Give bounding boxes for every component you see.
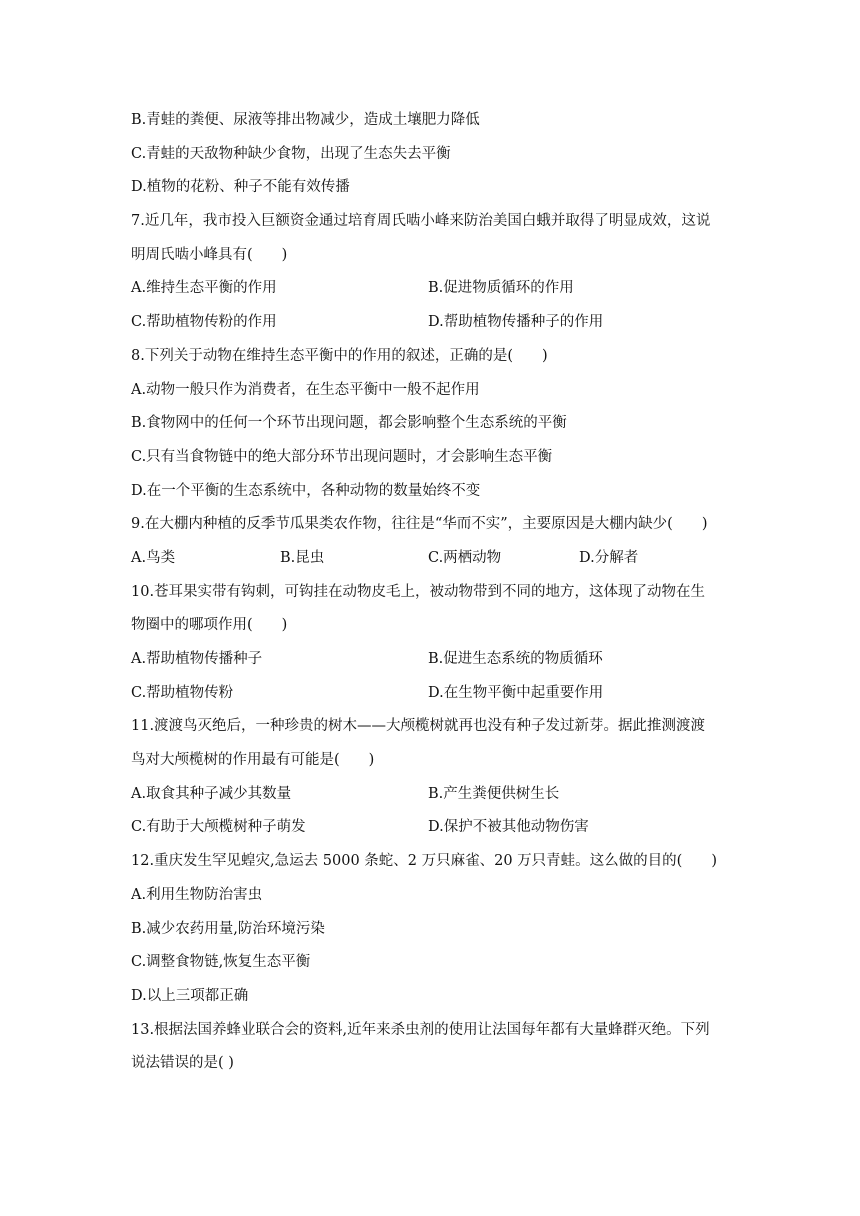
q10-options-row2 [131, 677, 733, 711]
q10-option-c: C.帮助植物传粉 [131, 684, 234, 701]
q6-option-d: D.植物的花粉、种子不能有效传播 [131, 179, 350, 196]
q7-option-c: C.帮助植物传粉的作用 [131, 314, 277, 331]
q9-options-row [131, 542, 733, 576]
q9-option-b: B.昆虫 [280, 549, 325, 566]
question-list [131, 104, 733, 1081]
q8-option-c: C.只有当食物链中的绝大部分环节出现问题时，才会影响生态平衡 [131, 448, 553, 465]
q8-option-b: B.食物网中的任何一个环节出现问题，都会影响整个生态系统的平衡 [131, 415, 567, 432]
q12-option-c: C.调整食物链,恢复生态平衡 [131, 954, 311, 971]
q11-stem-line1: 11.渡渡鸟灭绝后，一种珍贵的树木——大颅榄树就再也没有种子发过新芽。据此推测渡渡 [131, 718, 706, 735]
q12-option-d: D.以上三项都正确 [131, 987, 249, 1004]
q11-options-row2 [131, 811, 733, 845]
q7-options-row2 [131, 306, 733, 340]
q7-option-d: D.帮助植物传播种子的作用 [428, 314, 604, 331]
q10-option-d: D.在生物平衡中起重要作用 [428, 684, 604, 701]
q11-option-c: C.有助于大颅榄树种子萌发 [131, 819, 306, 836]
q12-option-b: B.减少农药用量,防治环境污染 [131, 920, 325, 937]
q7-stem-line1: 7.近几年，我市投入巨额资金通过培育周氏啮小峰来防治美国白蛾并取得了明显成效，这说 [131, 213, 711, 230]
q10-option-a: A.帮助植物传播种子 [131, 651, 263, 667]
q8-stem: 8.下列关于动物在维持生态平衡中的作用的叙述，正确的是( ) [131, 347, 548, 364]
q6-option-b: B.青蛙的粪便、尿液等排出物减少，造成土壤肥力降低 [131, 112, 480, 128]
q11-option-b: B.产生粪便供树生长 [428, 785, 560, 802]
q11-stem-line2: 鸟对大颅榄树的作用最有可能是( ) [131, 752, 375, 769]
q10-stem-line2: 物圈中的哪项作用( ) [131, 617, 288, 634]
q10-options-row1 [131, 643, 733, 677]
q12-option-a: A.利用生物防治害虫 [131, 886, 263, 903]
q9-stem: 9.在大棚内种植的反季节瓜果类农作物，往往是“华而不实”，主要原因是大棚内缺少( ) [131, 516, 708, 533]
q10-option-b: B.促进生态系统的物质循环 [428, 651, 603, 667]
q13-stem-line2: 说法错误的是( ) [131, 1055, 234, 1072]
q7-stem-line2: 明周氏啮小峰具有( ) [131, 246, 288, 263]
q11-options-row1 [131, 778, 733, 812]
q7-option-b: B.促进物质循环的作用 [428, 280, 574, 297]
q7-options-row1 [131, 272, 733, 306]
q10-stem-line1: 10.苍耳果实带有钩刺，可钩挂在动物皮毛上，被动物带到不同的地方，这体现了动物在生 [131, 583, 706, 600]
q9-option-d: D.分解者 [579, 549, 639, 566]
q11-option-a: A.取食其种子减少其数量 [131, 785, 292, 802]
q6-option-c: C.青蛙的天敌物种缺少食物，出现了生态失去平衡 [131, 145, 451, 162]
q12-stem: 12.重庆发生罕见蝗灾,急运去 5000 条蛇、2 万只麻雀、20 万只青蛙。这么做的目的( ) [131, 853, 717, 870]
q13-stem-line1: 13.根据法国养蜂业联合会的资料,近年来杀虫剂的使用让法国每年都有大量蜂群灭绝。下列 [131, 1021, 710, 1038]
q7-option-a: A.维持生态平衡的作用 [131, 280, 277, 297]
q9-option-c: C.两栖动物 [428, 549, 502, 566]
q8-option-a: A.动物一般只作为消费者，在生态平衡中一般不起作用 [131, 381, 480, 398]
q8-option-d: D.在一个平衡的生态系统中，各种动物的数量始终不变 [131, 482, 481, 499]
q9-option-a: A.鸟类 [131, 549, 176, 566]
q11-option-d: D.保护不被其他动物伤害 [428, 819, 589, 836]
